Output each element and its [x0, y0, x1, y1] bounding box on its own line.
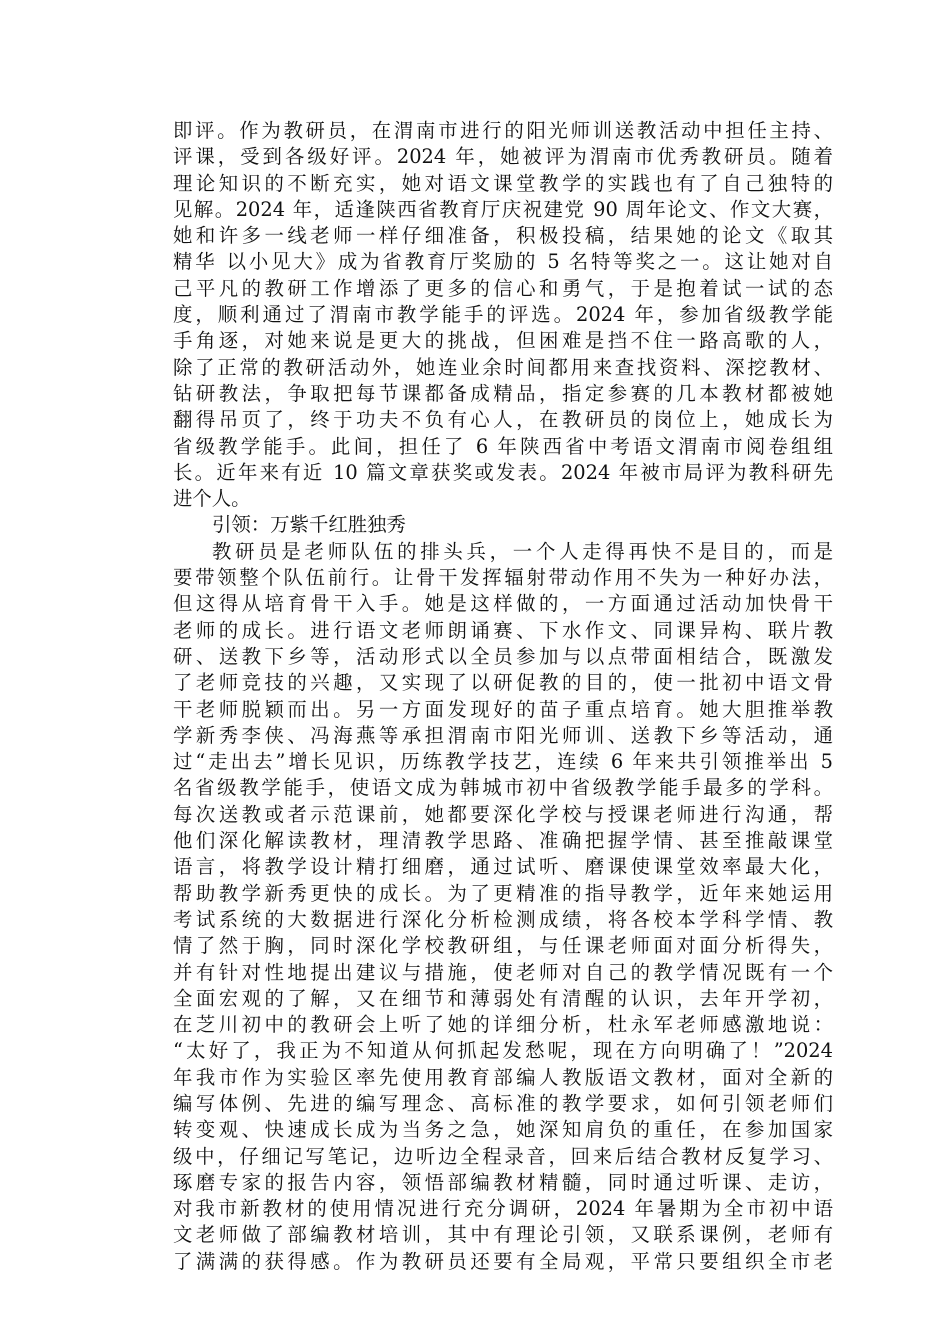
text-line: 教研员是老师队伍的排头兵，一个人走得再快不是目的，而是: [212, 539, 833, 563]
text-line: 对我市新教材的使用情况进行充分调研，2024 年暑期为全市初中语: [173, 1197, 833, 1221]
text-line: 语言，将教学设计精打细磨，通过试听、磨课使课堂效率最大化，: [173, 855, 833, 879]
text-line: 编写体例、先进的编写理念、高标准的教学要求，如何引领老师们: [173, 1091, 833, 1115]
text-line: 她和许多一线老师一样仔细准备，积极投稿，结果她的论文《取其: [173, 224, 833, 248]
text-line: 在芝川初中的教研会上听了她的详细分析，杜永军老师感激地说：: [173, 1013, 833, 1037]
text-line: 翻得吊页了，终于功夫不负有心人，在教研员的岗位上，她成长为: [173, 408, 833, 432]
body-text: [173, 118, 833, 1275]
text-line: 情了然于胸，同时深化学校教研组，与任课老师面对面分析得失，: [173, 934, 833, 958]
text-line: 要带领整个队伍前行。让骨干发挥辐射带动作用不失为一种好办法，: [173, 566, 833, 590]
text-line: 理论知识的不断充实，她对语文课堂教学的实践也有了自己独特的: [173, 171, 833, 195]
text-line: 全面宏观的了解，又在细节和薄弱处有清醒的认识，去年开学初，: [173, 986, 833, 1010]
text-line: 并有针对性地提出建议与措施，使老师对自己的教学情况既有一个: [173, 960, 833, 984]
text-line: 己平凡的教研工作增添了更多的信心和勇气，于是抱着试一试的态: [173, 276, 833, 300]
text-line: 帮助教学新秀更快的成长。为了更精准的指导教学，近年来她运用: [173, 881, 833, 905]
text-line: 长。近年来有近 10 篇文章获奖或发表。2024 年被市局评为教科研先: [173, 460, 833, 484]
text-line: 见解。2024 年，适逢陕西省教育厅庆祝建党 90 周年论文、作文大赛，: [173, 197, 833, 221]
text-line: 手角逐，对她来说是更大的挑战，但困难是挡不住一路高歌的人，: [173, 329, 833, 353]
text-line: 省级教学能手。此间，担任了 6 年陕西省中考语文渭南市阅卷组组: [173, 434, 833, 458]
text-line: 名省级教学能手，使语文成为韩城市初中省级教学能手最多的学科。: [173, 776, 833, 800]
text-line: 了老师竞技的兴趣，又实现了以研促教的目的，使一批初中语文骨: [173, 671, 833, 695]
text-line: 评课，受到各级好评。2024 年，她被评为渭南市优秀教研员。随着: [173, 145, 833, 169]
text-line: 干老师脱颖而出。另一方面发现好的苗子重点培育。她大胆推举教: [173, 697, 833, 721]
text-line: 钻研教法，争取把每节课都备成精品，指定参赛的几本教材都被她: [173, 381, 833, 405]
text-line: “太好了，我正为不知道从何抓起发愁呢，现在方向明确了！”2024: [173, 1039, 833, 1063]
text-line: 过“走出去”增长见识，历练教学技艺，连续 6 年来共引领推举出 5: [173, 750, 833, 774]
text-line: 级中，仔细记写笔记，边听边全程录音，回来后结合教材反复学习、: [173, 1144, 833, 1168]
paragraph-achievements: [173, 118, 833, 512]
text-line: 研、送教下乡等，活动形式以全员参加与以点带面相结合，既激发: [173, 644, 833, 668]
paragraph-leadership: [173, 539, 833, 1275]
text-line: 转变观、快速成长成为当务之急，她深知肩负的重任，在参加国家: [173, 1118, 833, 1142]
text-line: 即评。作为教研员，在渭南市进行的阳光师训送教活动中担任主持、: [173, 119, 833, 142]
text-line: 度，顺利通过了渭南市教学能手的评选。2024 年，参加省级教学能: [173, 303, 833, 327]
text-line: 了满满的获得感。作为教研员还要有全局观，平常只要组织全市老: [173, 1249, 833, 1273]
text-line: 除了正常的教研活动外，她连业余时间都用来查找资料、深挖教材、: [173, 355, 833, 379]
text-line: 进个人。: [173, 487, 251, 511]
text-line: 但这得从培育骨干入手。她是这样做的，一方面通过活动加快骨干: [173, 592, 833, 616]
text-line: 文老师做了部编教材培训，其中有理论引领，又联系课例，老师有: [173, 1223, 833, 1247]
text-line: 老师的成长。进行语文老师朗诵赛、下水作文、同课异构、联片教: [173, 618, 833, 642]
text-line: 年我市作为实验区率先使用教育部编人教版语文教材，面对全新的: [173, 1065, 833, 1089]
text-line: 考试系统的大数据进行深化分析检测成绩，将各校本学科学情、教: [173, 907, 833, 931]
text-line: 琢磨专家的报告内容，领悟部编教材精髓，同时通过听课、走访，: [173, 1170, 833, 1194]
text-line: 他们深化解读教材，理清教学思路、准确把握学情、甚至推敲课堂: [173, 829, 833, 853]
section-heading: 引领：万紫千红胜独秀: [212, 513, 406, 537]
text-line: 学新秀李侠、冯海燕等承担渭南市阳光师训、送教下乡等活动，通: [173, 723, 833, 747]
text-line: 每次送教或者示范课前，她都要深化学校与授课老师进行沟通，帮: [173, 802, 833, 826]
text-line: 精华 以小见大》成为省教育厅奖励的 5 名特等奖之一。这让她对自: [173, 250, 833, 274]
